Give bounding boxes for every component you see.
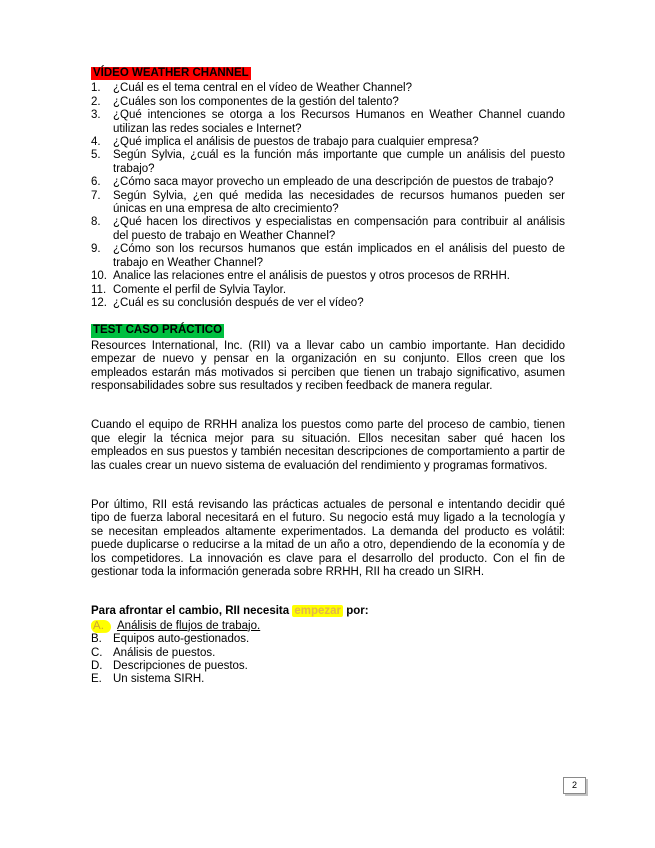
document-content [91,67,565,687]
question-number: 6. [91,176,101,189]
question-number: 9. [91,243,101,256]
question-text: ¿Qué implica el análisis de puestos de trabajo para cualquier empresa? [113,136,479,149]
question-item [91,216,565,243]
question-item [91,82,565,95]
question-text: Según Sylvia, ¿cuál es la función más importante que cumple un análisis del puesto trabajo? [113,149,565,175]
question-number: 1. [91,82,101,95]
option-letter: C. [91,646,103,659]
case-paragraph: Por último, RII está revisando las prácticas actuales de personal e intentando decidir qué tipo de fuerza laboral necesitará en el futuro. Su negocio está muy ligado a la tecnología y se necesitan empleados altamente experimentados. La demanda del producto es volátil: puede duplicarse o reducirse a la mitad de un año a otro, dependiendo de la economía y de los competidores. La innovación es clave para el desarrollo del producto. Con el fin de gestionar toda la información generada sobre RRHH, RII ha creado un SIRH. [91,498,565,578]
option-letter: D. [91,660,103,673]
question-number: 2. [91,95,101,108]
question-text: Según Sylvia, ¿en qué medida las necesidades de recursos humanos pueden ser únicas en una empresa de alto crecimiento? [113,189,565,216]
option-text: Un sistema SIRH. [113,673,205,686]
question-number: 10. [91,270,107,283]
option-letter: B. [91,633,102,646]
question-item [91,297,565,310]
option-item-c [91,647,565,660]
section-title-video: VÍDEO WEATHER CHANNEL [93,67,249,79]
question-text: Comente el perfil de Sylvia Taylor. [113,283,287,296]
option-letter: E. [91,673,102,686]
section-test-title-wrap [91,324,565,337]
question-text: ¿Cómo son los recursos humanos que están implicados en el análisis del puesto de trabajo en Weather Channel? [113,243,565,269]
question-number: 4. [91,136,101,149]
question-item [91,270,565,283]
option-letter-highlight: A. [91,620,111,634]
option-item-e [91,673,565,686]
question-item [91,149,565,176]
answer-options-list [91,620,565,687]
question-text: Analice las relaciones entre el análisis de puestos y otros procesos de RRHH. [113,270,510,283]
highlighted-word: empezar [294,605,342,618]
case-paragraph: Resources International, Inc. (RII) va a llevar cabo un cambio importante. Han decidido empezar de nuevo y pensar en la organización en su conjunto. Ellos creen que los empleados estarán más motivados si perciben que tienen un trabajo significativo, asumen responsabilidades sobre sus resultados y reciben feedback de manera regular. [91,339,565,392]
page-number [563,777,586,794]
question-number: 11. [91,283,107,296]
question-text: ¿Cuáles son los componentes de la gestión del talento? [113,95,399,108]
test-question-line [91,605,565,618]
question-number: 12. [91,296,107,309]
option-item-d [91,660,565,673]
question-number: 7. [91,189,101,202]
option-text: Análisis de puestos. [113,646,216,659]
question-number: 5. [91,149,101,162]
question-text: ¿Cómo saca mayor provecho un empleado de una descripción de puestos de trabajo? [113,176,554,189]
option-item-a [91,620,565,633]
section-video [91,67,565,310]
question-item [91,243,565,270]
question-item [91,109,565,136]
question-item [91,96,565,109]
question-text: ¿Qué intenciones se otorga a los Recursos Humanos en Weather Channel cuando utilizan las redes sociales e Internet? [113,109,565,135]
question-number: 8. [91,216,101,229]
question-text: ¿Qué hacen los directivos y especialistas en compensación para contribuir al análisis del puesto de trabajo en Weather Channel? [113,216,565,242]
option-text: Descripciones de puestos. [113,660,248,673]
section-title-test: TEST CASO PRÁCTICO [93,324,223,337]
test-question-suffix: por: [343,605,369,618]
question-text: ¿Cuál es el tema central en el vídeo de Weather Channel? [113,82,412,95]
option-text: Equipos auto-gestionados. [113,633,250,646]
question-item [91,176,565,189]
option-text: Análisis de flujos de trabajo. [117,619,261,632]
test-question-prefix: Para afrontar el cambio, RII necesita [91,605,293,618]
question-item [91,136,565,149]
question-number: 3. [91,109,101,122]
question-item [91,284,565,297]
page-number-value: 2 [571,780,577,790]
option-item-b [91,633,565,646]
case-paragraph: Cuando el equipo de RRHH analiza los puestos como parte del proceso de cambio, tienen que elegir la técnica mejor para su situación. Ellos necesitan saber qué hacen los empleados en sus puestos y también necesitan descripciones de comportamiento a partir de las cuales crear un nuevo sistema de evaluación del rendimiento y programas formativos. [91,419,565,472]
question-text: ¿Cuál es su conclusión después de ver el vídeo? [113,296,364,309]
question-item [91,190,565,217]
section-test [91,324,565,687]
video-question-list [91,82,565,310]
